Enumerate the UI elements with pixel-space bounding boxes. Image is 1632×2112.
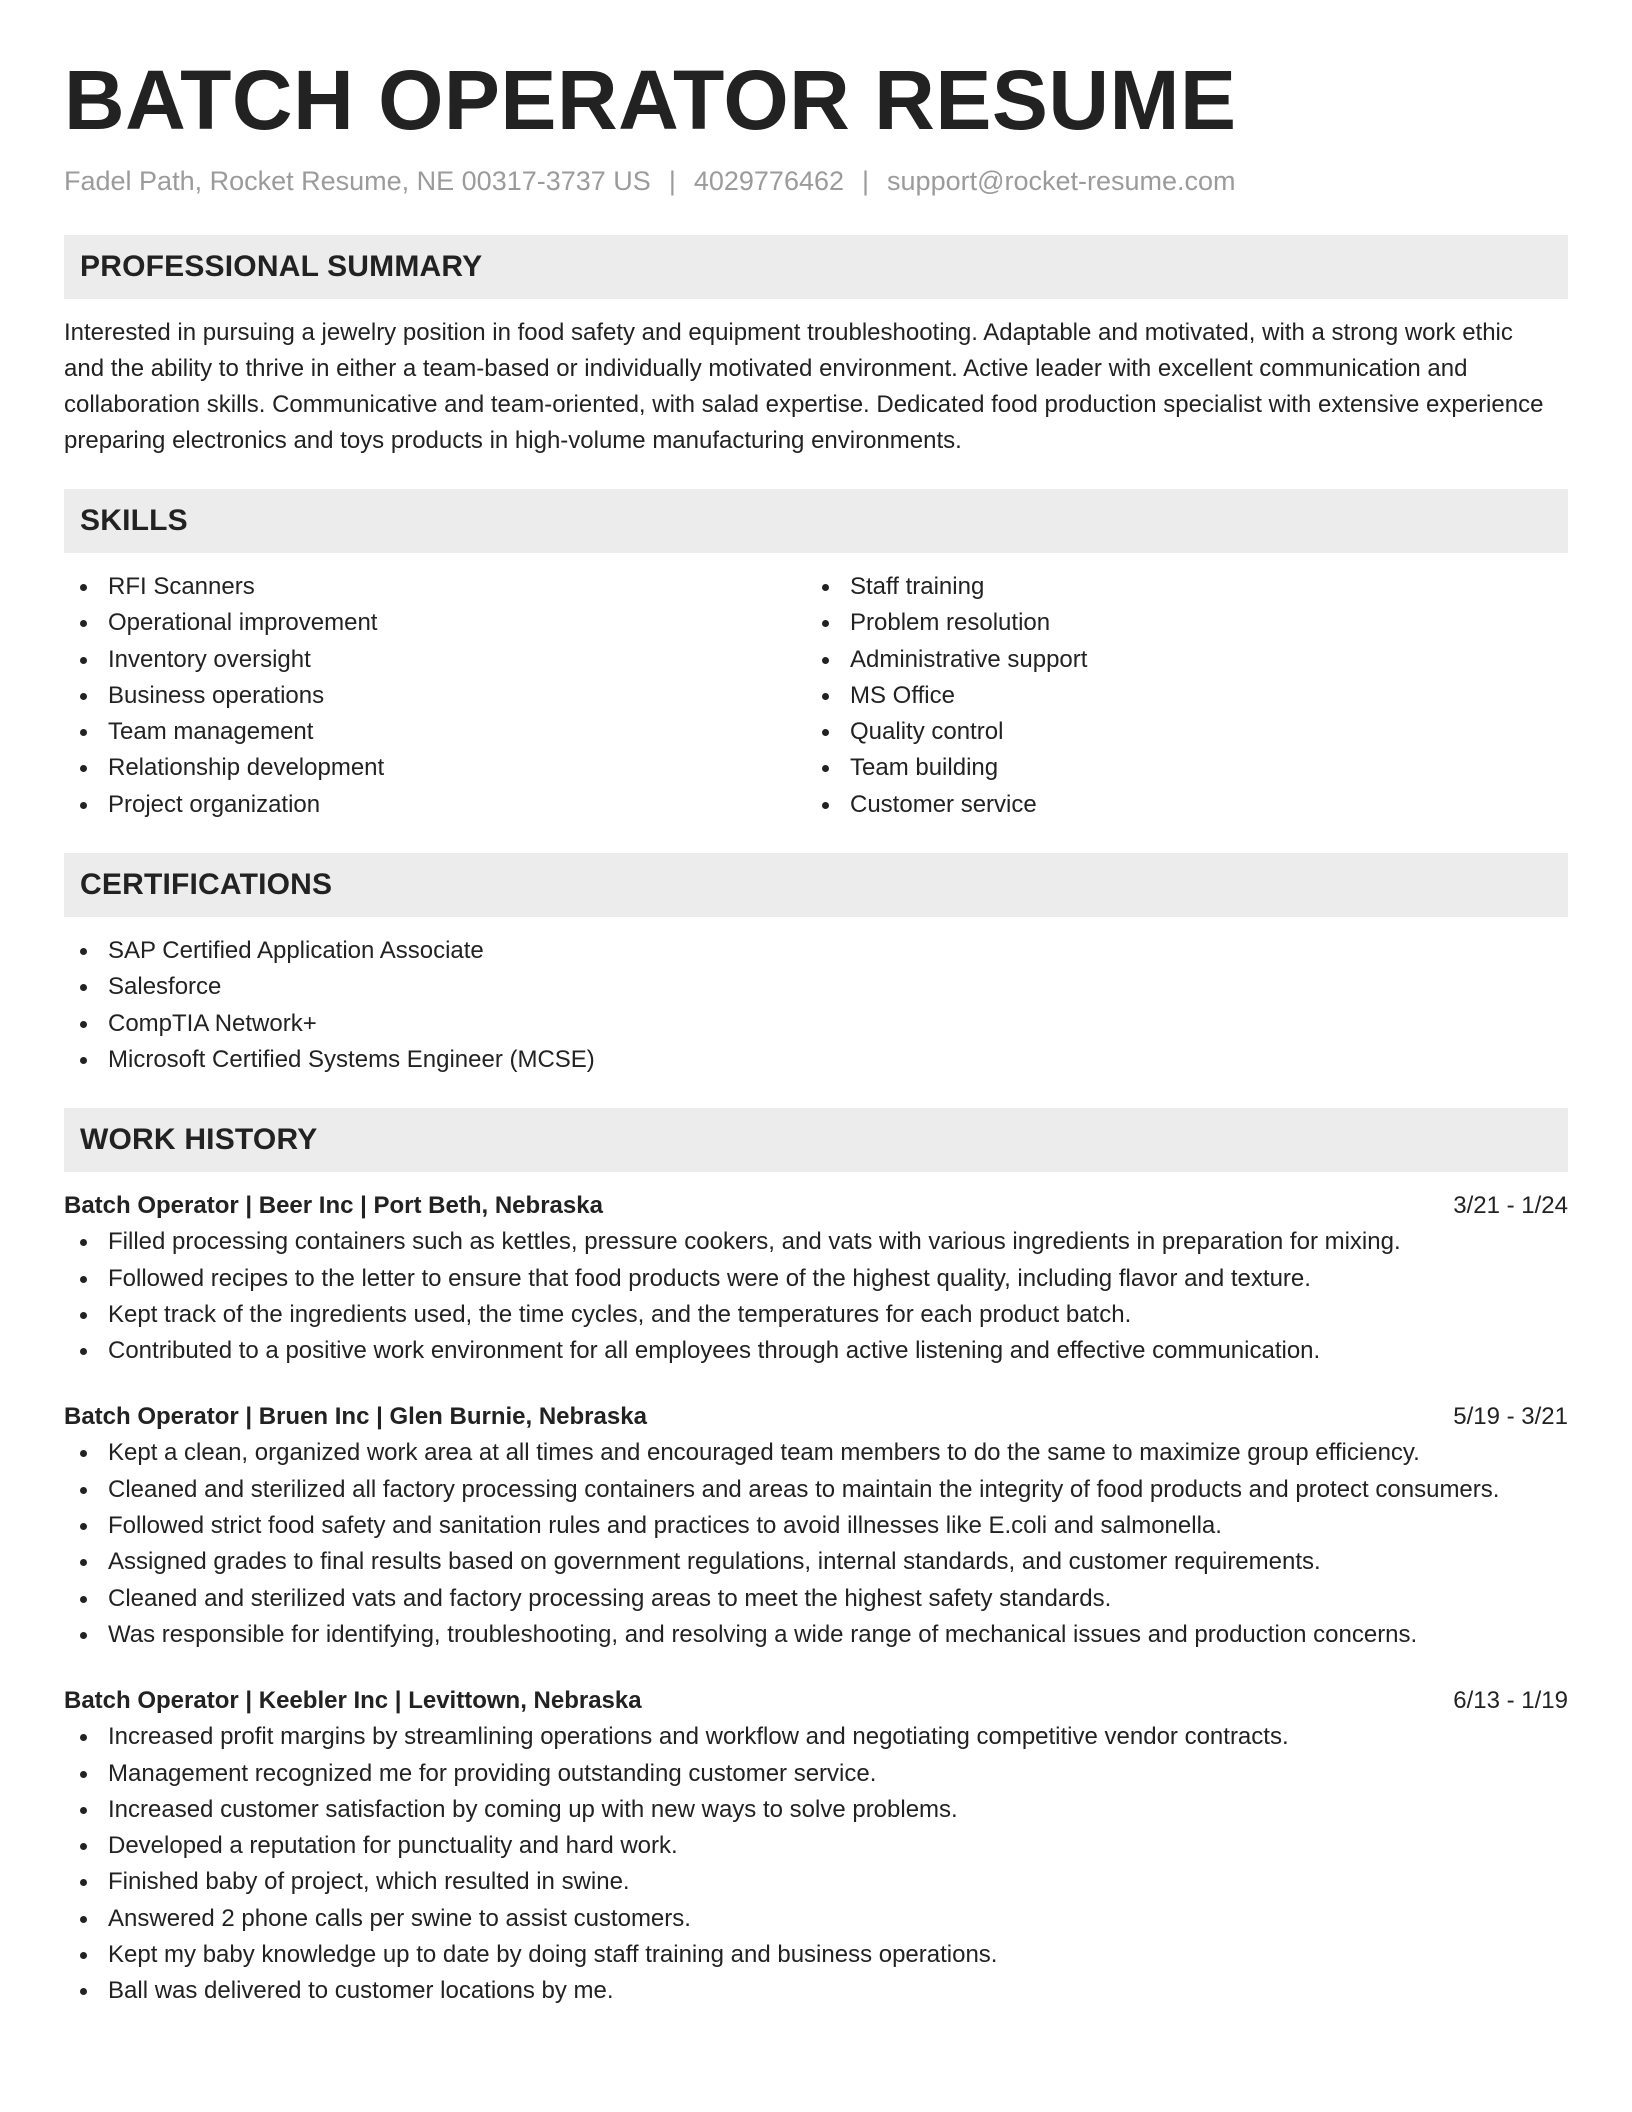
job-bullet: Ball was delivered to customer locations by me. <box>64 1973 1568 2009</box>
certification-item: Microsoft Certified Systems Engineer (MCSE) <box>64 1042 1568 1078</box>
job-bullet: Finished baby of project, which resulted in swine. <box>64 1864 1568 1900</box>
skill-item: Staff training <box>806 569 1548 605</box>
job-bullets <box>64 1435 1568 1653</box>
job-bullets <box>64 1224 1568 1369</box>
certification-item: SAP Certified Application Associate <box>64 933 1568 969</box>
section-header-summary: PROFESSIONAL SUMMARY <box>64 235 1568 299</box>
section-header-certifications: CERTIFICATIONS <box>64 853 1568 917</box>
job-header <box>64 1399 1568 1435</box>
job-header <box>64 1188 1568 1224</box>
job-bullet: Followed recipes to the letter to ensure that food products were of the highest quality, including flavor and texture. <box>64 1261 1568 1297</box>
job-bullet: Management recognized me for providing outstanding customer service. <box>64 1756 1568 1792</box>
job-bullet: Filled processing containers such as kettles, pressure cookers, and vats with various ingredients in preparation for mixing. <box>64 1224 1568 1260</box>
job-title: Batch Operator | Keebler Inc | Levittown, Nebraska <box>64 1687 642 1715</box>
job-bullet: Increased customer satisfaction by coming up with new ways to solve problems. <box>64 1792 1568 1828</box>
skill-item: Team management <box>64 714 806 750</box>
skill-item: Customer service <box>806 787 1548 823</box>
section-header-skills: SKILLS <box>64 489 1568 553</box>
skills-columns <box>64 569 1568 823</box>
job-entry <box>64 1188 1568 1369</box>
skill-item: MS Office <box>806 678 1548 714</box>
resume-page <box>64 0 1568 2010</box>
job-bullet: Cleaned and sterilized vats and factory processing areas to meet the highest safety standards. <box>64 1581 1568 1617</box>
job-bullet: Answered 2 phone calls per swine to assist customers. <box>64 1901 1568 1937</box>
job-title: Batch Operator | Bruen Inc | Glen Burnie, Nebraska <box>64 1403 647 1431</box>
job-entry <box>64 1399 1568 1653</box>
job-bullet: Cleaned and sterilized all factory processing containers and areas to maintain the integrity of food products and protect consumers. <box>64 1472 1568 1508</box>
job-bullet: Assigned grades to final results based on government regulations, internal standards, and customer requirements. <box>64 1544 1568 1580</box>
contact-address: Fadel Path, Rocket Resume, NE 00317-3737 US <box>64 165 651 196</box>
job-dates: 5/19 - 3/21 <box>1453 1403 1568 1431</box>
job-bullet: Kept a clean, organized work area at all times and encouraged team members to do the same to maximize group efficiency. <box>64 1435 1568 1471</box>
job-bullet: Increased profit margins by streamlining operations and workflow and negotiating competitive vendor contracts. <box>64 1719 1568 1755</box>
job-entry <box>64 1683 1568 2009</box>
skill-item: Team building <box>806 750 1548 786</box>
skills-list-left <box>64 569 806 823</box>
page-title: BATCH OPERATOR RESUME <box>64 53 1237 147</box>
skill-item: Relationship development <box>64 750 806 786</box>
skill-item: Operational improvement <box>64 605 806 641</box>
job-bullets <box>64 1719 1568 2009</box>
skill-item: Inventory oversight <box>64 642 806 678</box>
certification-item: CompTIA Network+ <box>64 1006 1568 1042</box>
job-header <box>64 1683 1568 1719</box>
certifications-list <box>64 933 1568 1078</box>
skill-item: Quality control <box>806 714 1548 750</box>
contact-line <box>64 165 1568 197</box>
skill-item: RFI Scanners <box>64 569 806 605</box>
certification-item: Salesforce <box>64 969 1568 1005</box>
summary-text: Interested in pursuing a jewelry position in food safety and equipment troubleshooting. Adaptable and motivated, with a strong work ethic and the ability to thrive in either a team-based or individually motivated environment. Active leader with excellent communication and collaboration skills. Communicative and team-oriented, with salad expertise. Dedicated food production specialist with extensive experience preparing electronics and toys products in high-volume manufacturing environments. <box>64 318 1544 454</box>
skill-item: Problem resolution <box>806 605 1548 641</box>
skill-item: Project organization <box>64 787 806 823</box>
job-dates: 3/21 - 1/24 <box>1453 1192 1568 1220</box>
job-dates: 6/13 - 1/19 <box>1453 1687 1568 1715</box>
contact-separator: | <box>668 165 676 196</box>
contact-separator: | <box>862 165 870 196</box>
job-bullet: Contributed to a positive work environment for all employees through active listening and effective communication. <box>64 1333 1568 1369</box>
contact-email: support@rocket-resume.com <box>887 165 1236 196</box>
job-title: Batch Operator | Beer Inc | Port Beth, Nebraska <box>64 1192 603 1220</box>
job-bullet: Kept track of the ingredients used, the time cycles, and the temperatures for each product batch. <box>64 1297 1568 1333</box>
job-bullet: Developed a reputation for punctuality and hard work. <box>64 1828 1568 1864</box>
job-bullet: Was responsible for identifying, troubleshooting, and resolving a wide range of mechanical issues and production concerns. <box>64 1617 1568 1653</box>
skill-item: Business operations <box>64 678 806 714</box>
contact-phone: 4029776462 <box>693 165 845 196</box>
job-bullet: Followed strict food safety and sanitation rules and practices to avoid illnesses like E.coli and salmonella. <box>64 1508 1568 1544</box>
skills-list-right <box>806 569 1548 823</box>
job-bullet: Kept my baby knowledge up to date by doing staff training and business operations. <box>64 1937 1568 1973</box>
skill-item: Administrative support <box>806 642 1548 678</box>
section-header-work-history: WORK HISTORY <box>64 1108 1568 1172</box>
